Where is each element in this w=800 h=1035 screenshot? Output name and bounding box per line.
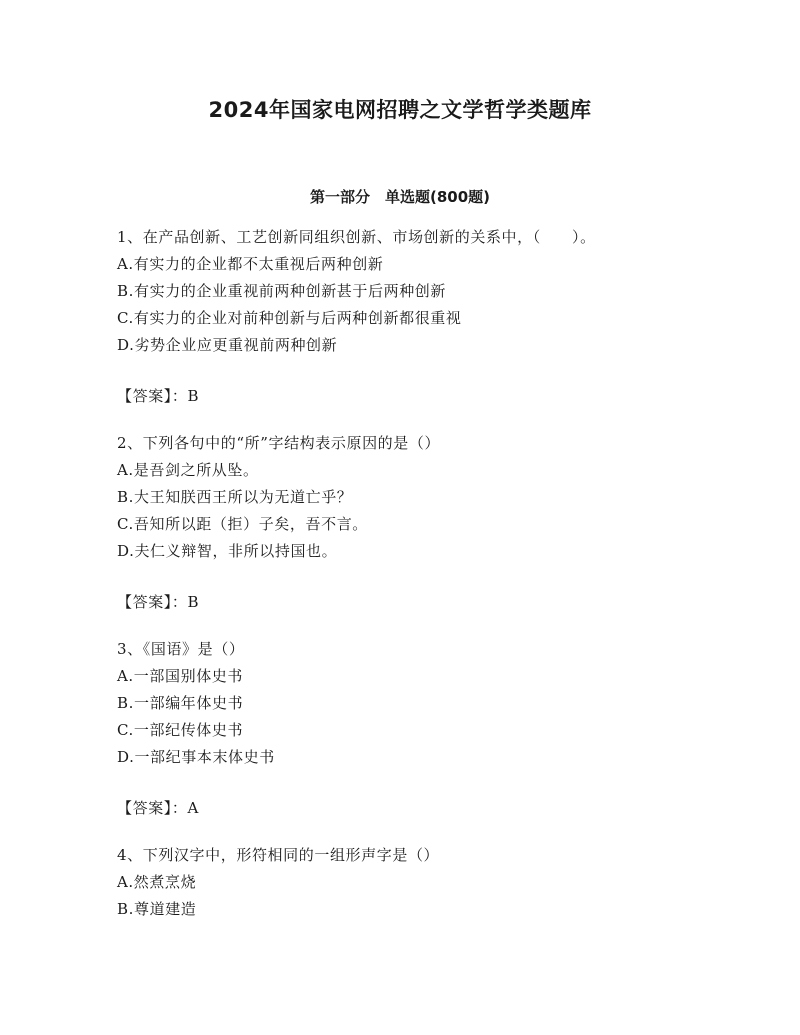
question-option-a: A.有实力的企业都不太重视后两种创新 bbox=[117, 255, 384, 273]
question-answer bbox=[117, 589, 687, 616]
answer-value: B bbox=[187, 593, 200, 611]
question-option-d: D.劣势企业应更重视前两种创新 bbox=[117, 336, 338, 354]
question-answer bbox=[117, 383, 687, 410]
question-3 bbox=[117, 636, 687, 822]
question-option-b: B.一部编年体史书 bbox=[117, 694, 244, 712]
question-option-a: A.然煮烹烧 bbox=[117, 873, 197, 891]
answer-label: 【答案】： bbox=[117, 387, 188, 405]
question-option-c: C.一部纪传体史书 bbox=[117, 721, 244, 739]
question-option-d: D.一部纪事本末体史书 bbox=[117, 748, 275, 766]
question-option-b: B.尊道建造 bbox=[117, 900, 197, 918]
question-stem: 4、下列汉字中，形符相同的一组形声字是（） bbox=[117, 846, 440, 864]
question-list bbox=[117, 224, 687, 923]
question-1 bbox=[117, 224, 687, 410]
question-stem: 1、在产品创新、工艺创新同组织创新、市场创新的关系中，（ ）。 bbox=[117, 228, 596, 246]
question-2 bbox=[117, 430, 687, 616]
question-option-a: A.一部国别体史书 bbox=[117, 667, 244, 685]
answer-value: A bbox=[187, 799, 199, 817]
answer-value: B bbox=[187, 387, 200, 405]
question-option-b: B.有实力的企业重视前两种创新甚于后两种创新 bbox=[117, 282, 446, 300]
section-title: 第一部分 单选题(800题) bbox=[309, 188, 491, 206]
question-4 bbox=[117, 842, 687, 923]
question-answer bbox=[117, 795, 687, 822]
answer-label: 【答案】： bbox=[117, 593, 188, 611]
question-option-d: D.夫仁义辩智，非所以持国也。 bbox=[117, 542, 338, 560]
question-option-b: B.大王知朕西王所以为无道亡乎？ bbox=[117, 488, 353, 506]
answer-label: 【答案】： bbox=[117, 799, 188, 817]
question-option-a: A.是吾剑之所从坠。 bbox=[117, 461, 259, 479]
question-stem: 2、下列各句中的“所”字结构表示原因的是（） bbox=[117, 434, 441, 452]
question-stem: 3、《国语》是（） bbox=[117, 640, 245, 658]
question-option-c: C.吾知所以距（拒）子矣，吾不言。 bbox=[117, 515, 368, 533]
document-title: 2024年国家电网招聘之文学哲学类题库 bbox=[208, 98, 592, 122]
question-option-c: C.有实力的企业对前种创新与后两种创新都很重视 bbox=[117, 309, 462, 327]
